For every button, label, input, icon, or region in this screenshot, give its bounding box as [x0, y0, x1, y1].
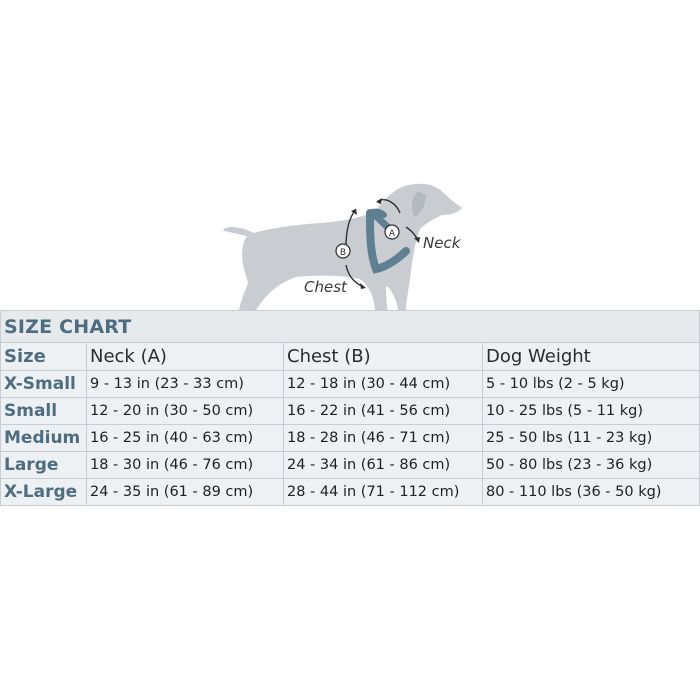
weight-cell: 10 - 25 lbs (5 - 11 kg) — [483, 398, 700, 425]
weight-cell: 80 - 110 lbs (36 - 50 kg) — [483, 479, 700, 506]
size-name-cell: Small — [1, 398, 87, 425]
size-name-cell: Medium — [1, 425, 87, 452]
neck-cell: 24 - 35 in (61 - 89 cm) — [87, 479, 284, 506]
chest-label: Chest — [304, 278, 347, 296]
neck-arrow-top-head — [376, 198, 382, 204]
neck-label: Neck — [423, 234, 461, 252]
size-name-cell: X-Large — [1, 479, 87, 506]
size-chart-table — [0, 310, 700, 506]
table-row — [1, 452, 700, 479]
weight-cell: 25 - 50 lbs (11 - 23 kg) — [483, 425, 700, 452]
table-row — [1, 425, 700, 452]
weight-cell: 5 - 10 lbs (2 - 5 kg) — [483, 371, 700, 398]
header-dog-weight: Dog Weight — [483, 343, 700, 371]
table-row — [1, 479, 700, 506]
weight-cell: 50 - 80 lbs (23 - 36 kg) — [483, 452, 700, 479]
chest-arrow-bottom-head — [360, 283, 366, 289]
table-title: SIZE CHART — [1, 311, 700, 343]
neck-cell: 18 - 30 in (46 - 76 cm) — [87, 452, 284, 479]
table-title-row — [1, 311, 700, 343]
marker-a — [385, 225, 399, 239]
dog-tail — [223, 227, 254, 237]
neck-cell: 12 - 20 in (30 - 50 cm) — [87, 398, 284, 425]
size-name-cell: X-Small — [1, 371, 87, 398]
marker-a-label: A — [388, 229, 396, 239]
chest-cell: 18 - 28 in (46 - 71 cm) — [284, 425, 483, 452]
table-row — [1, 398, 700, 425]
marker-b — [336, 244, 350, 258]
header-chest: Chest (B) — [284, 343, 483, 371]
marker-b-label: B — [339, 248, 347, 258]
chest-cell: 24 - 34 in (61 - 86 cm) — [284, 452, 483, 479]
size-name-cell: Large — [1, 452, 87, 479]
table-row — [1, 371, 700, 398]
neck-cell: 16 - 25 in (40 - 63 cm) — [87, 425, 284, 452]
table-header-row — [1, 343, 700, 371]
chest-cell: 12 - 18 in (30 - 44 cm) — [284, 371, 483, 398]
chest-cell: 28 - 44 in (71 - 112 cm) — [284, 479, 483, 506]
header-neck: Neck (A) — [87, 343, 284, 371]
neck-cell: 9 - 13 in (23 - 33 cm) — [87, 371, 284, 398]
harness-back-strap — [370, 212, 384, 215]
header-size: Size — [1, 343, 87, 371]
chest-cell: 16 - 22 in (41 - 56 cm) — [284, 398, 483, 425]
